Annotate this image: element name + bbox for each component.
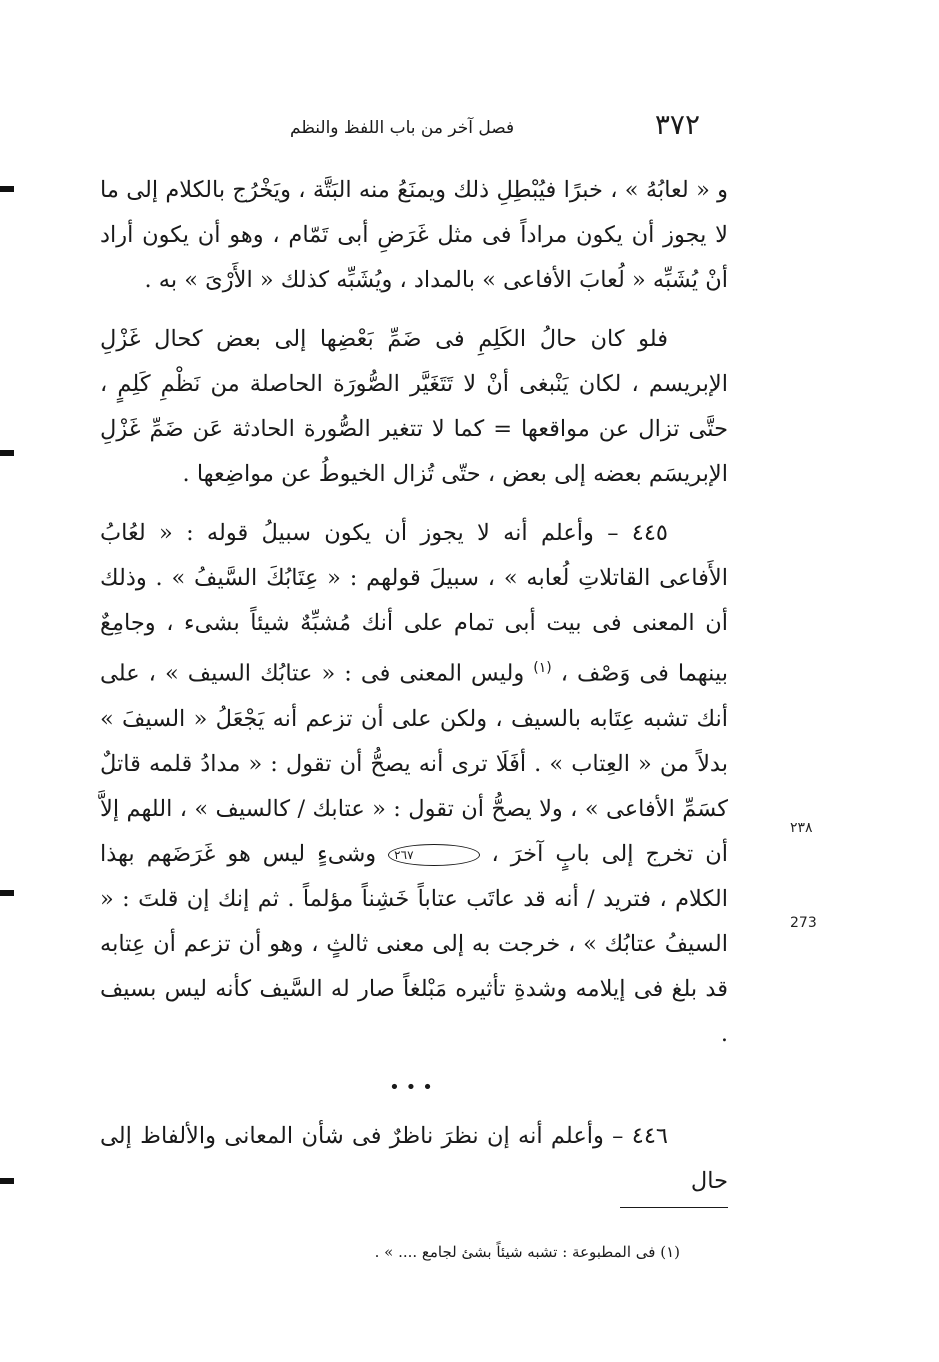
footnote: (١) فى المطبوعة : تشبه شيئاً بشئ لجامع .... » .	[374, 1243, 680, 1261]
section-number-445: ٤٤٥	[631, 520, 668, 546]
section-number-446: ٤٤٦	[631, 1122, 668, 1149]
paragraph-445-part1: – وأعلم أنه لا يجوز أن يكون سبيلُ قوله : « لعُابُ الأَفاعى القاتلاتِ لُعابه » ، سبيلَ قولهم : « عِتَابُكَ السَّيفُ » . وذلك أن المعنى فى بيت أبى تمام على أنك مُشبِّهٌ شيئاً بشىء ، وجامِعٌ بينهما فى وَصْف ،	[100, 520, 728, 687]
margin-note-238: ٢٣٨	[790, 820, 813, 836]
paragraph-445	[100, 511, 728, 1057]
footnote-ref[interactable]: (١)	[533, 660, 552, 676]
page-number: ٣٧٢	[654, 108, 700, 141]
edge-mark	[0, 890, 14, 896]
page-header	[100, 108, 700, 148]
paragraph-2: فلو كان حالُ الكَلِمِ فى ضَمِّ بَعْضِها إلى بعض كحال غَزْلِ الإبريسم ، لكان يَنْبغى أنْ لا تَتَغَيَّر الصُّورَة الحاصلة من نَظْمِ كَلِمٍ ، حتَّى تزال عن مواقعها = كما لا تتغير الصُّورة الحادثة عَن ضَمِّ غَزْلِ الإبريسَم بعضه إلى بعض ، حتّى تُزال الخيوطُ عن مواضِعها .	[100, 326, 728, 487]
circled-page-marker: ٢٦٧	[388, 844, 479, 866]
edge-mark	[0, 186, 14, 192]
edge-mark	[0, 450, 14, 456]
paragraph-446	[100, 1114, 728, 1204]
running-head: فصل آخر من باب اللفظ والنظم	[290, 118, 515, 138]
body-text	[100, 168, 728, 1204]
edge-mark	[0, 1178, 14, 1184]
paragraph-446-text: – وأعلم أنه إن نظرَ ناظرٌ فى شأن المعانى والألفاظ إلى حال	[100, 1122, 728, 1194]
footnote-rule	[620, 1207, 728, 1208]
section-separator: •••	[389, 1076, 439, 1098]
paragraph-445-part2: وليس المعنى فى : « عتابُك السيف » ، على أنك تشبه عِتَابه بالسيف ، ولكن على أن تزعم أنه يَجْعَلُ « السيفَ » بدلاً من « العِتاب » . أفَلَا ترى أنه يصحُّ أن تقول : « مدادُ قلمه قاتلٌ كسَمِّ الأفاعى » ، ولا يصحُّ أن تقول : « عتابك / كالسيف » ، اللهم إلاَّ أن تخرج إلى بابٍ آخرَ ،	[100, 660, 728, 867]
paragraph-445-part3: وشىءٍ ليس هو غَرَضَهم بهذا الكلام ، فتريد / أنه قد عاتَب عتاباً خَشِناً مؤلماً . ثم إنك إن قلتَ : « السيفُ عتابُك » ، خرجت به إلى معنى ثالثٍ ، وهو أن تزعم أن عِتابه قد بلغ فى إيلامه وشدةِ تأثيره مَبْلغاً صار له السَّيف كأنه ليس بسيف .	[100, 840, 728, 1047]
margin-note-273: 273	[790, 915, 817, 931]
paragraph-1: و « لعابُهُ » ، خبرًا فيُبْطِلِ ذلك ويمنَعُ منه البَتَّة ، ويَخْرُج بالكلام إلى ما لا يجوز أن يكون مراداً فى مثل غَرَضِ أبى تَمّام ، وهو أن يكون أراد أنْ يُشَبِّه « لُعابَ الأفاعى » بالمداد ، ويُشَبِّه كذلك « الأَرْىَ » به .	[100, 177, 728, 293]
